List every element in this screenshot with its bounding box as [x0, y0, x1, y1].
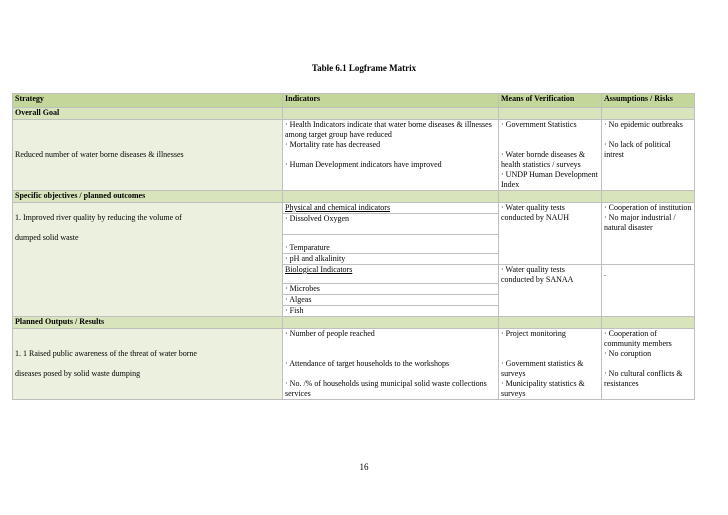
output-verification [499, 329, 602, 400]
indicator-cell [283, 235, 499, 254]
assumption-dot: . [604, 269, 606, 278]
objective-verification-2 [499, 265, 602, 317]
indicator-cell [283, 295, 499, 306]
indicator-cell [283, 306, 499, 317]
list-item: · Water bornde diseases & health statistics / surveys [501, 150, 599, 170]
list-item: · Water quality tests conducted by SANAA [501, 265, 599, 285]
indicator-cell [283, 214, 499, 235]
list-item: · Government statistics & surveys [501, 359, 599, 379]
page-number: 16 [359, 462, 369, 472]
list-item: · UNDP Human Development Index [501, 170, 599, 190]
objective-strategy [13, 203, 283, 317]
objective-assumptions [602, 203, 695, 265]
table-row [13, 203, 695, 214]
logframe-table [12, 93, 695, 400]
list-item: · Fish [285, 306, 496, 316]
list-item: · Cooperation of institution [604, 203, 692, 213]
list-item: · pH and alkalinity [285, 254, 496, 264]
list-item: · No major industrial / natural disaster [604, 213, 692, 233]
goal-strategy [13, 120, 283, 191]
indicator-cell [283, 284, 499, 295]
list-item: · Cooperation of community members [604, 329, 692, 349]
list-item: · No lack of political intrest [604, 140, 692, 160]
list-item: · No coruption [604, 349, 692, 359]
biological-heading [283, 265, 499, 284]
list-item: · Mortality rate has decreased [285, 140, 496, 150]
strategy-text: dumped solid waste [15, 233, 79, 242]
list-item: · Human Development indicators have improved [285, 160, 496, 170]
output-strategy [13, 329, 283, 400]
header-assumptions: Assumptions / Risks [602, 94, 695, 108]
list-item: · Water quality tests conducted by NAUH [501, 203, 599, 223]
header-indicators: Indicators [283, 94, 499, 108]
table-row [13, 329, 695, 400]
section-specific-objectives [13, 191, 695, 203]
list-item: · No cultural conflicts & resistances [604, 369, 692, 389]
section-label: Planned Outputs / Results [13, 317, 283, 329]
strategy-text: Reduced number of water borne diseases & illnesses [15, 150, 184, 159]
output-assumptions [602, 329, 695, 400]
table-header-row [13, 94, 695, 108]
strategy-text: 1. 1 Raised public awareness of the threat of water borne [15, 349, 197, 358]
physical-heading [283, 203, 499, 214]
list-item: · Dissolved Oxygen [285, 214, 496, 224]
list-item: · Health Indicators indicate that water borne diseases & illnesses among target group have reduced [285, 120, 496, 140]
strategy-text: diseases posed by solid waste dumping [15, 369, 141, 378]
section-label: Specific objectives / planned outcomes [13, 191, 283, 203]
list-item: · No epidemic outbreaks [604, 120, 692, 130]
indicator-heading: Physical and chemical indicators [285, 203, 391, 212]
list-item: · Algeas [285, 295, 496, 305]
strategy-text: 1. Improved river quality by reducing the volume of [15, 213, 182, 222]
indicator-cell [283, 254, 499, 265]
goal-assumptions [602, 120, 695, 191]
goal-verification [499, 120, 602, 191]
header-verification: Means of Verification [499, 94, 602, 108]
table-row [13, 120, 695, 191]
section-planned-outputs [13, 317, 695, 329]
header-strategy: Strategy [13, 94, 283, 108]
indicator-heading: Biological Indicators [285, 265, 353, 274]
output-indicators [283, 329, 499, 400]
list-item: · Attendance of target households to the workshops [285, 359, 496, 369]
list-item: · Microbes [285, 284, 496, 294]
objective-verification-1 [499, 203, 602, 265]
table-caption: Table 6.1 Logframe Matrix [311, 63, 417, 73]
list-item: · Government Statistics [501, 120, 599, 130]
objective-assumption-dot [602, 265, 695, 317]
list-item: · Temparature [285, 243, 496, 253]
list-item: · Municipality statistics & surveys [501, 379, 599, 399]
list-item: · Project monitoring [501, 329, 599, 339]
goal-indicators [283, 120, 499, 191]
section-overall-goal [13, 108, 695, 120]
section-label: Overall Goal [13, 108, 283, 120]
list-item: · No. /% of households using municipal solid waste collections services [285, 379, 496, 399]
list-item: · Number of people reached [285, 329, 496, 339]
